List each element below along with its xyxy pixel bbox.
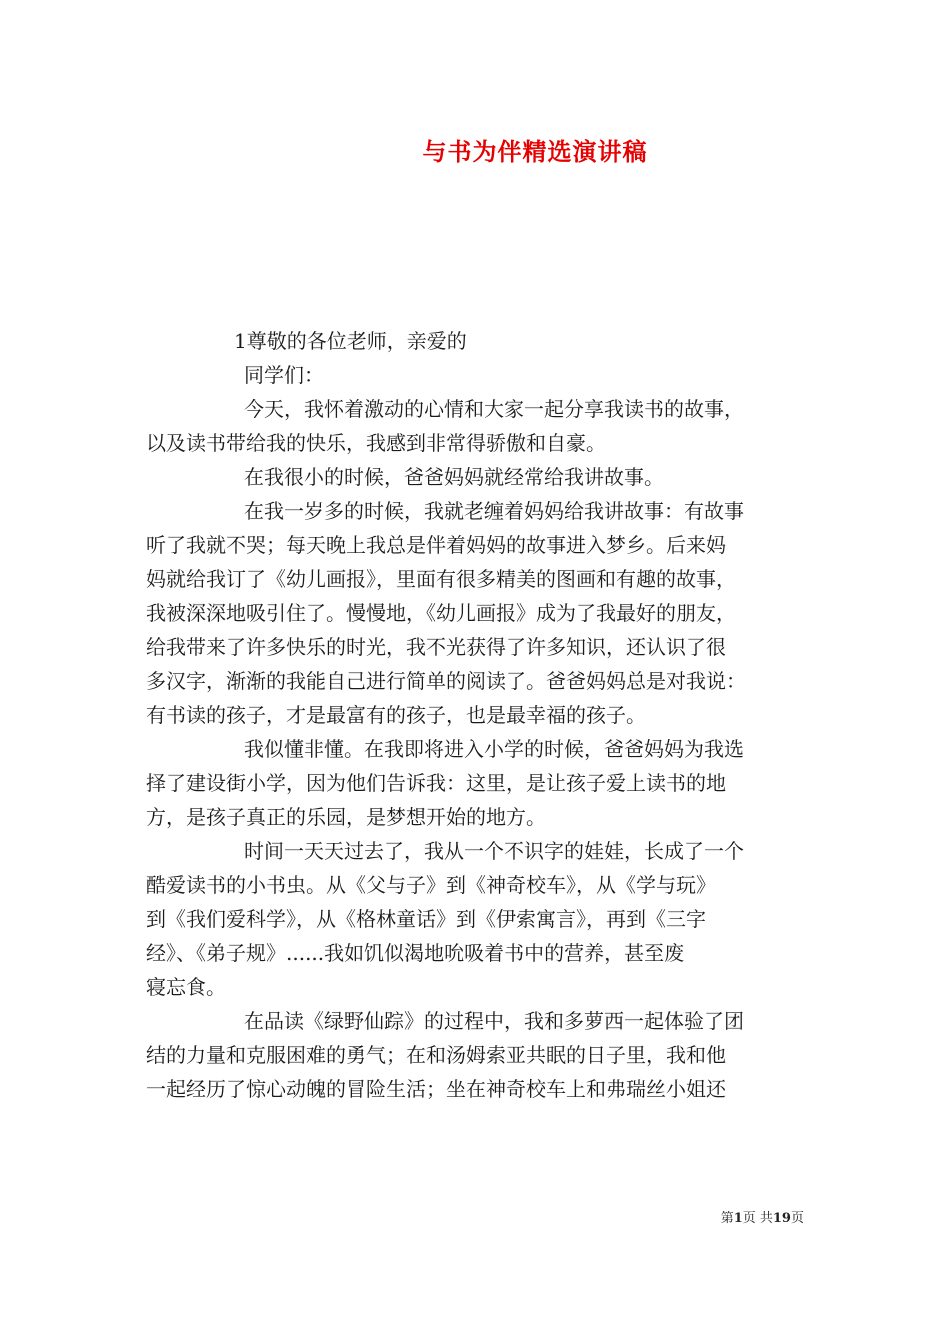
paragraph-line: 在我一岁多的时候，我就老缠着妈妈给我讲故事：有故事: [244, 499, 744, 523]
paragraph-line: 择了建设街小学，因为他们告诉我：这里，是让孩子爱上读书的地: [146, 771, 726, 795]
document-body: [146, 324, 808, 1106]
document-title: 与书为伴精选演讲稿: [422, 137, 648, 166]
paragraph-line: 同学们：: [244, 363, 324, 387]
page-footer: [721, 1207, 804, 1226]
paragraph-line: 酷爱读书的小书虫。从《父与子》到《神奇校车》，从《学与玩》: [146, 873, 716, 897]
paragraph-line: 有书读的孩子，才是最富有的孩子，也是最幸福的孩子。: [146, 703, 646, 727]
paragraph-line: 一起经历了惊心动魄的冒险生活；坐在神奇校车上和弗瑞丝小姐还: [146, 1077, 726, 1101]
paragraph-line: 给我带来了许多快乐的时光，我不光获得了许多知识，还认识了很: [146, 635, 726, 659]
footer-middle: 页 共: [742, 1211, 773, 1226]
paragraph-line: 在我很小的时候，爸爸妈妈就经常给我讲故事。: [244, 465, 664, 489]
paragraph-line: 方，是孩子真正的乐园，是梦想开始的地方。: [146, 805, 546, 829]
paragraph-line: 时间一天天过去了，我从一个不识字的娃娃，长成了一个: [244, 839, 744, 863]
paragraph-line: 1尊敬的各位老师，亲爱的: [234, 329, 467, 353]
paragraph-line: 寝忘食。: [146, 975, 226, 999]
paragraph-line: 我似懂非懂。在我即将进入小学的时候，爸爸妈妈为我选: [244, 737, 744, 761]
paragraph-line: 听了我就不哭；每天晚上我总是伴着妈妈的故事进入梦乡。后来妈: [146, 533, 726, 557]
paragraph-line: 结的力量和克服困难的勇气；在和汤姆索亚共眠的日子里，我和他: [146, 1043, 726, 1067]
footer-prefix: 第: [720, 1211, 734, 1226]
paragraph-line: 今天，我怀着激动的心情和大家一起分享我读书的故事，: [244, 397, 744, 421]
footer-page-number: 1: [733, 1211, 743, 1226]
paragraph-line: 我被深深地吸引住了。慢慢地，《幼儿画报》成为了我最好的朋友，: [146, 601, 736, 625]
footer-suffix: 页: [790, 1211, 804, 1226]
paragraph-line: 到《我们爱科学》，从《格林童话》到《伊索寓言》，再到《三字: [146, 907, 706, 931]
paragraph-line: 以及读书带给我的快乐，我感到非常得骄傲和自豪。: [146, 431, 606, 455]
paragraph-line: 在品读《绿野仙踪》的过程中，我和多萝西一起体验了团: [244, 1009, 744, 1033]
paragraph-line: 多汉字，渐渐的我能自己进行简单的阅读了。爸爸妈妈总是对我说：: [146, 669, 746, 693]
paragraph-line: 经》、《弟子规》......我如饥似渴地吮吸着书中的营养，甚至废: [146, 941, 685, 965]
paragraph-line: 妈就给我订了《幼儿画报》，里面有很多精美的图画和有趣的故事，: [146, 567, 736, 591]
footer-total-pages: 19: [772, 1211, 791, 1226]
